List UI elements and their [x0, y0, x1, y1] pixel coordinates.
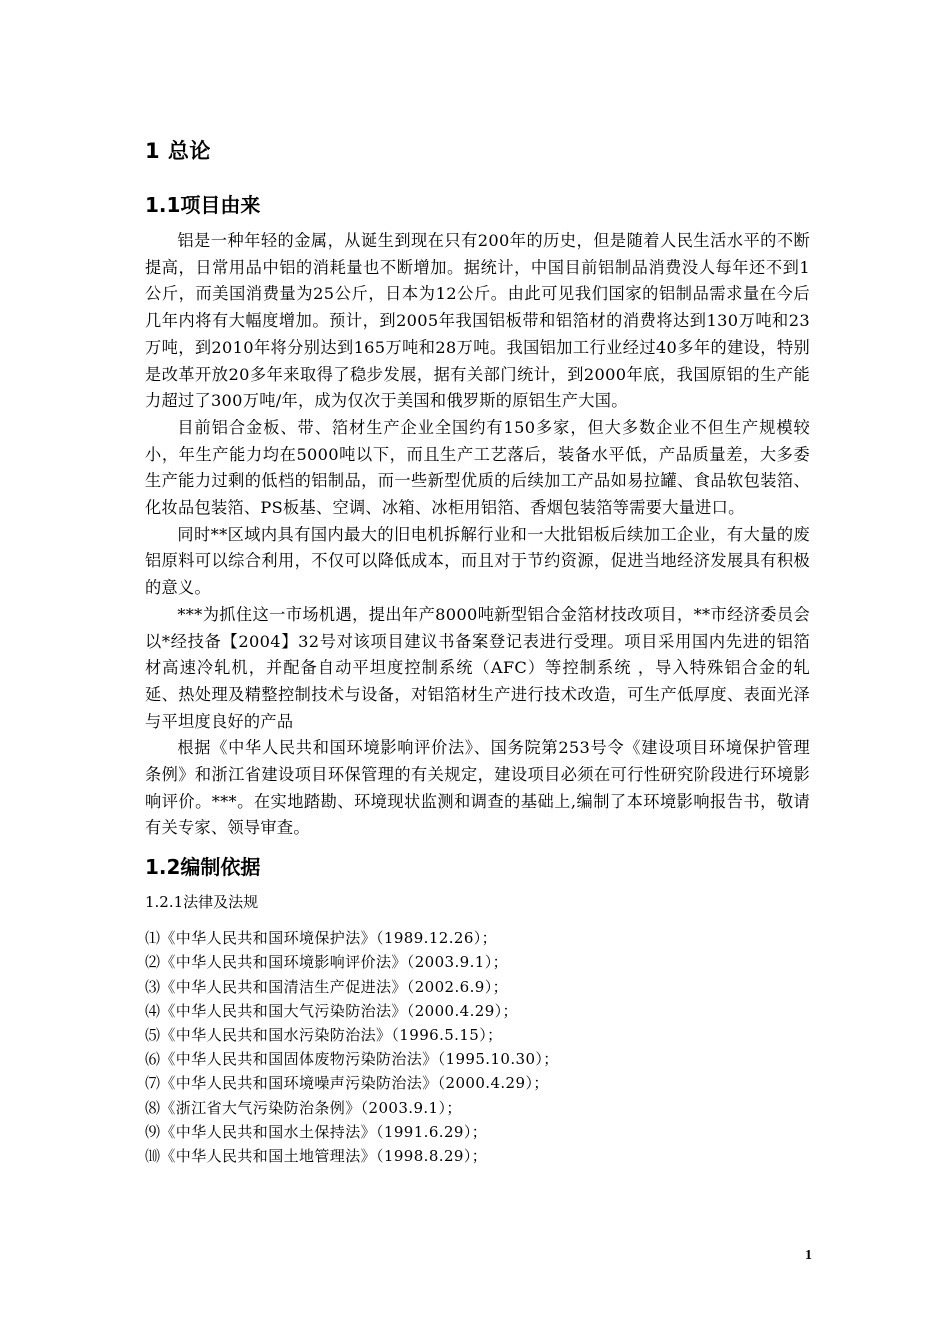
section-heading-1-2: 1.2编制依据 — [145, 855, 261, 880]
list-item: ⑴《中华人民共和国环境保护法》（1989.12.26）； — [145, 929, 498, 948]
paragraph: ***为抓住这一市场机遇，提出年产8000吨新型铝合金箔材技改项目，**市经济委员会以*经技备【2004】32号对该项目建议书备案登记表进行受理。项目采用国内先进的铝箔材高速冷轧机，并配备自动平坦度控制系统（AFC）等控制系统 ，导入特殊铝合金的轧延、热处理及精整控制技术与设备，对铝箔材生产进行技术改造，可生产低厚度、表面光泽与平坦度良好的产品 — [145, 604, 810, 731]
list-item: ⑷《中华人民共和国大气污染防治法》（2000.4.29）； — [145, 1001, 518, 1020]
page-content — [145, 136, 810, 1168]
list-item: ⑼《中华人民共和国水土保持法》（1991.6.29）； — [145, 1122, 488, 1141]
chapter-title: 1 总论 — [145, 139, 211, 163]
section-spacer — [145, 842, 810, 852]
page-number: 1 — [805, 1248, 812, 1263]
list-item: ⑸《中华人民共和国水污染防治法》（1996.5.15）； — [145, 1025, 503, 1044]
paragraph: 根据《中华人民共和国环境影响评价法》、国务院第253号令《建设项目环境保护管理条例》和浙江省建设项目环保管理的有关规定，建设项目必须在可行性研究阶段进行环境影响评价。***。在实地踏勘、环境现状监测和调查的基础上,编制了本环境影响报告书，敬请有关专家、领导审查。 — [145, 738, 810, 838]
paragraph: 目前铝合金板、带、箔材生产企业全国约有150多家，但大多数企业不但生产规模较小，年生产能力均在5000吨以下，而且生产工艺落后，装备水平低，产品质量差，大多委生产能力过剩的低档的铝制品，而一些新型优质的后续加工产品如易拉罐、食品软包装箔、化妆品包装箔、PS板基、空调、冰箱、冰柜用铝箔、香烟包装箔等需要大量进口。 — [145, 417, 810, 518]
section-1-1-body — [145, 228, 810, 842]
list-item: ⑵《中华人民共和国环境影响评价法》（2003.9.1）； — [145, 953, 508, 972]
list-item: ⑻《浙江省大气污染防治条例》（2003.9.1）； — [145, 1098, 462, 1117]
paragraph: 同时**区域内具有国内最大的旧电机拆解行业和一大批铝板后续加工企业，有大量的废铝原料可以综合利用，不仅可以降低成本，而且对于节约资源，促进当地经济发展具有积极的意义。 — [145, 524, 810, 598]
paragraph: 铝是一种年轻的金属，从诞生到现在只有200年的历史，但是随着人民生活水平的不断提高，日常用品中铝的消耗量也不断增加。据统计，中国目前铝制品消费没人每年还不到1公斤，而美国消费量为25公斤，日本为12公斤。由此可见我们国家的铝制品需求量在今后几年内将有大幅度增加。预计，到2005年我国铝板带和铝箔材的消费将达到130万吨和23万吨，到2010年将分别达到165万吨和28万吨。我国铝加工行业经过40多年的建设，特别是改革开放20多年来取得了稳步发展，据有关部门统计，到2000年底，我国原铝的生产能力超过了300万吨/年，成为仅次于美国和俄罗斯的原铝生产大国。 — [145, 231, 810, 411]
list-item: ⑽《中华人民共和国土地管理法》（1998.8.29）； — [145, 1147, 488, 1165]
section-heading-1-1: 1.1项目由来 — [145, 193, 261, 217]
laws-list — [145, 926, 810, 1168]
list-item: ⑶《中华人民共和国清洁生产促进法》（2002.6.9）； — [145, 977, 508, 996]
list-item: ⑺《中华人民共和国环境噪声污染防治法》（2000.4.29）； — [145, 1074, 549, 1093]
list-item: ⑹《中华人民共和国固体废物污染防治法》（1995.10.30）； — [145, 1050, 559, 1069]
subsection-heading-1-2-1: 1.2.1法律及法规 — [145, 893, 259, 912]
